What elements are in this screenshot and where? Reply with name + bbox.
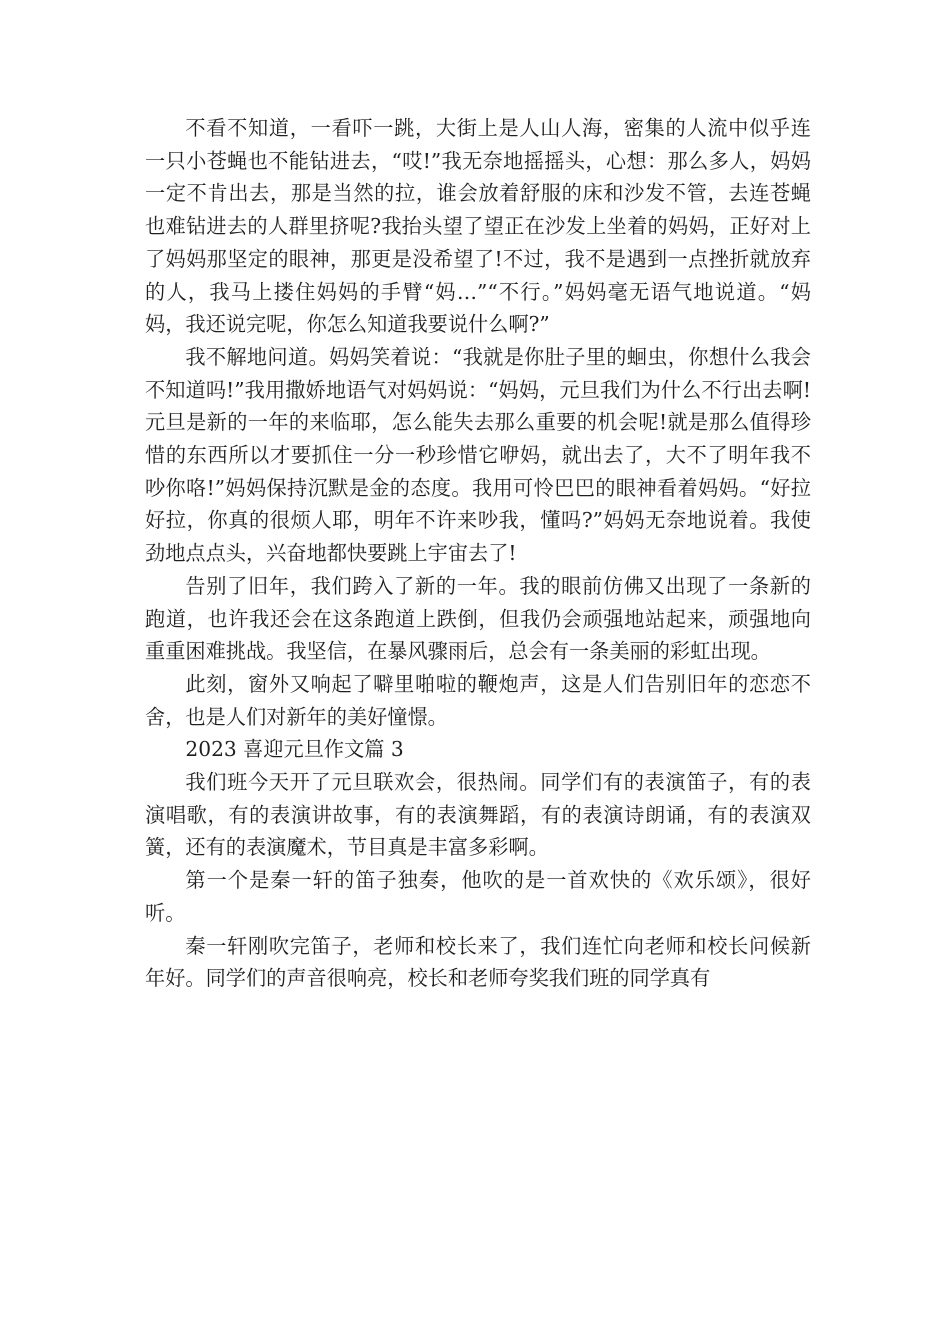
paragraph: 我不解地问道。妈妈笑着说：“我就是你肚子里的蛔虫，你想什么我会不知道吗!”我用撒娇地语气对妈妈说：“妈妈，元旦我们为什么不行出去啊!元旦是新的一年的来临耶，怎么能失去那么重要的机会呢!就是那么值得珍惜的东西所以才要抓住一分一秒珍惜它咿妈，就出去了，大不了明年我不吵你咯!”妈妈保持沉默是金的态度。我用可怜巴巴的眼神看着妈妈。“好拉好拉，你真的很烦人耶，明年不许来吵我，懂吗?”妈妈无奈地说着。我使劲地点点头，兴奋地都快要跳上宇宙去了! [145, 344, 811, 566]
paragraph: 告别了旧年，我们跨入了新的一年。我的眼前仿佛又出现了一条新的跑道，也许我还会在这条跑道上跌倒，但我仍会顽强地站起来，顽强地向重重困难挑战。我坚信，在暴风骤雨后，总会有一条美丽的彩虹出现。 [145, 573, 811, 664]
paragraph: 第一个是秦一轩的笛子独奏，他吹的是一首欢快的《欢乐颂》，很好听。 [145, 868, 811, 925]
paragraph: 秦一轩刚吹完笛子，老师和校长来了，我们连忙向老师和校长问候新年好。同学们的声音很响亮，校长和老师夸奖我们班的同学真有 [145, 933, 811, 991]
paragraph: 我们班今天开了元旦联欢会，很热闹。同学们有的表演笛子，有的表演唱歌，有的表演讲故事，有的表演舞蹈，有的表演诗朗诵，有的表演双簧，还有的表演魔术，节目真是丰富多彩啊。 [145, 770, 811, 860]
section-heading: 2023 喜迎元旦作文篇 3 [185, 737, 404, 762]
document-body [145, 112, 811, 995]
paragraph: 不看不知道，一看吓一跳，大街上是人山人海，密集的人流中似乎连一只小苍蝇也不能钻进去，“哎!”我无奈地摇摇头，心想：那么多人，妈妈一定不肯出去，那是当然的拉，谁会放着舒服的床和沙发不管，去连苍蝇也难钻进去的人群里挤呢?我抬头望了望正在沙发上坐着的妈妈，正好对上了妈妈那坚定的眼神，那更是没希望了!不过，我不是遇到一点挫折就放弃的人，我马上搂住妈妈的手臂“妈…”“不行。”妈妈毫无语气地说道。“妈妈，我还说完呢，你怎么知道我要说什么啊?” [145, 116, 811, 337]
paragraph: 此刻，窗外又响起了噼里啪啦的鞭炮声，这是人们告别旧年的恋恋不舍，也是人们对新年的美好憧憬。 [145, 671, 811, 729]
